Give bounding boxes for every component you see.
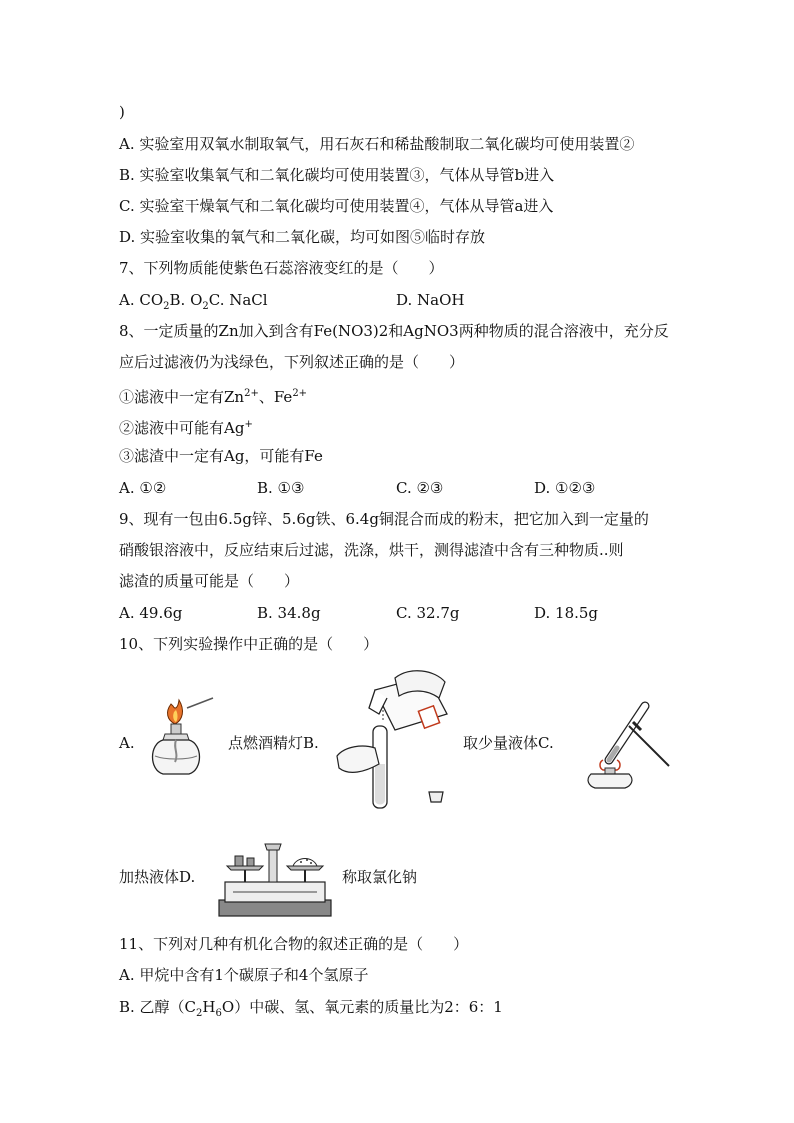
- q9-option: B. 34.8g: [257, 604, 321, 622]
- question-9-cont: 滤渣的质量可能是（ ）: [119, 572, 300, 590]
- q8-option: D. ①②③: [534, 479, 596, 497]
- text-line: ): [119, 103, 125, 121]
- q8-statement-2: ②滤液中可能有Ag+: [119, 419, 253, 437]
- q9-option: D. 18.5g: [534, 604, 599, 622]
- question-10: 10、下列实验操作中正确的是（ ）: [119, 635, 379, 653]
- q9-option: A. 49.6g: [119, 604, 183, 622]
- heat-liquid-figure: [575, 700, 673, 790]
- text-line: A. 实验室用双氧水制取氧气，用石灰石和稀盐酸制取二氧化碳均可使用装置②: [119, 135, 635, 153]
- question-8-cont: 应后过滤液仍为浅绿色，下列叙述正确的是（ ）: [119, 353, 465, 371]
- text-line: C. 实验室干燥氧气和二氧化碳均可使用装置④，气体从导管a进入: [119, 197, 554, 215]
- q8-option: B. ①③: [257, 479, 305, 497]
- q9-option: C. 32.7g: [396, 604, 460, 622]
- question-9-cont: 硝酸银溶液中，反应结束后过滤，洗涤，烘干，测得滤渣中含有三种物质..则: [119, 541, 624, 559]
- question-7: 7、下列物质能使紫色石蕊溶液变红的是（ ）: [119, 259, 444, 277]
- question-9: 9、现有一包由6.5g锌、5.6g铁、6.4g铜混合而成的粉末，把它加入到一定量的: [119, 510, 649, 528]
- q10-option-b-text: 取少量液体C.: [463, 734, 554, 752]
- q10-option-a-label: A.: [119, 734, 135, 752]
- balance-scale-figure: [213, 838, 335, 920]
- q7-options: A. $CO_2B$. $O_2C$. NaCl: [119, 291, 268, 312]
- alcohol-lamp-lighting-figure: [143, 690, 215, 780]
- q7-option-d: D. NaOH: [396, 291, 465, 309]
- q8-option: C. ②③: [396, 479, 444, 497]
- q10-option-c-text: 加热液体D.: [119, 868, 196, 886]
- q11-option-a: A. 甲烷中含有1个碳原子和4个氢原子: [119, 966, 369, 984]
- q10-option-d-text: 称取氯化钠: [342, 868, 418, 886]
- q11-option-b: B. 乙醇$(C_2H_6O)$中碳、氢、氧元素的质量比为2：6：1: [119, 998, 503, 1019]
- text-line: B. 实验室收集氧气和二氧化碳均可使用装置③，气体从导管b进入: [119, 166, 555, 184]
- q8-option: A. ①②: [119, 479, 167, 497]
- question-8: 8、一定质量的Zn加入到含有Fe(NO3)2和AgNO3两种物质的混合溶液中，充分反: [119, 322, 669, 340]
- question-11: 11、下列对几种有机化合物的叙述正确的是（ ）: [119, 935, 469, 953]
- q8-statement-1: ①滤液中一定有$Zn^{2+}$、$Fe^{2+}$: [119, 388, 308, 406]
- q10-option-a-text: 点燃酒精灯B.: [228, 734, 319, 752]
- text-line: D. 实验室收集的氧气和二氧化碳，均可如图⑤临时存放: [119, 228, 486, 246]
- q8-statement-3: ③滤渣中一定有Ag，可能有Fe: [119, 447, 323, 465]
- take-liquid-figure: [335, 668, 465, 813]
